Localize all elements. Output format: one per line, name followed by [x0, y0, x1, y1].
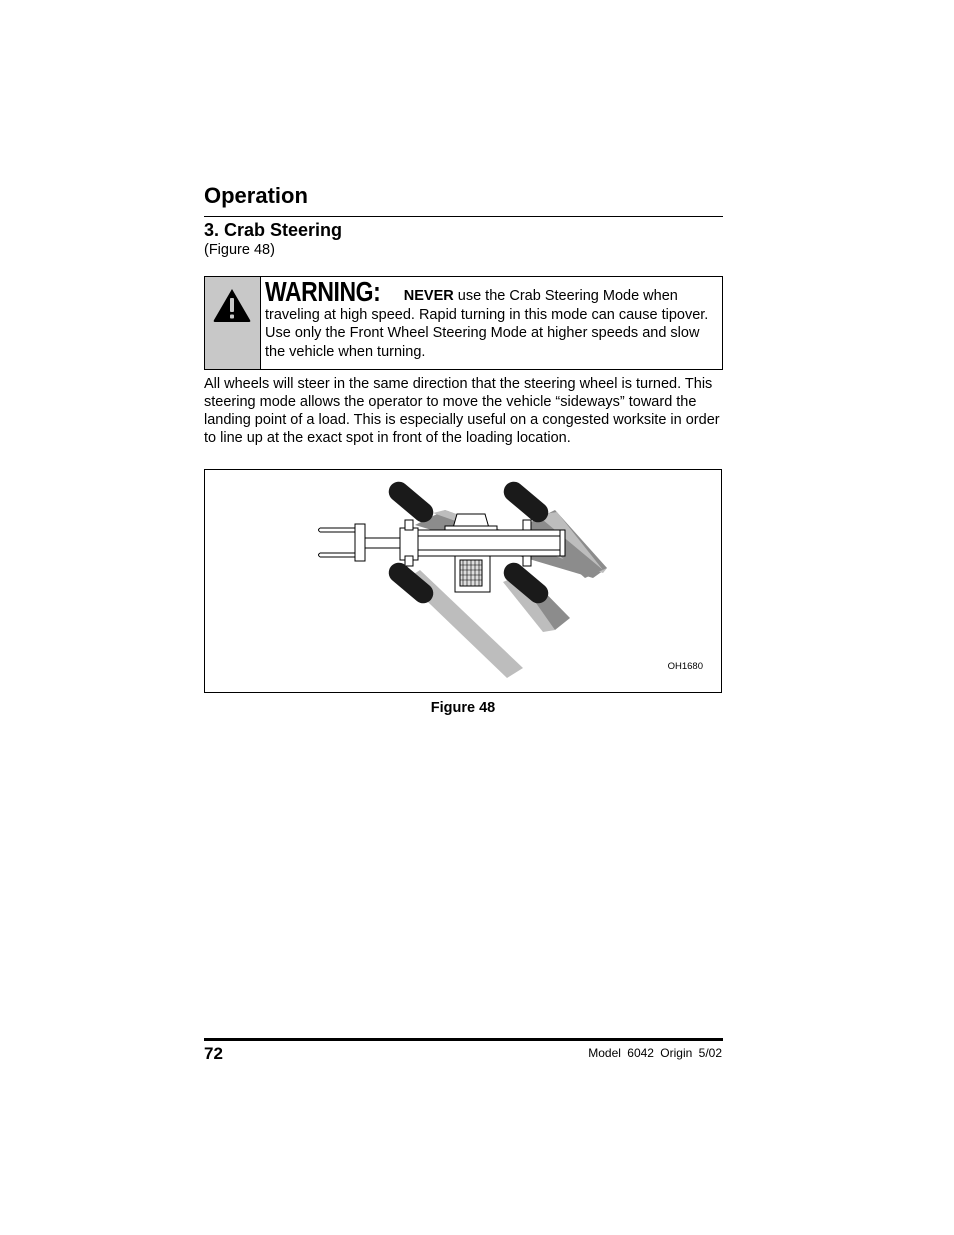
warning-text — [261, 277, 722, 369]
footer-model-info: Model 6042 Origin 5/02 — [588, 1046, 722, 1060]
warning-label: WARNING: — [265, 276, 381, 307]
exclamation-triangle-icon — [212, 287, 252, 323]
warning-box — [204, 276, 723, 370]
body-paragraph: All wheels will steer in the same direction that the steering wheel is turned. This steering mode allows the operator to move the vehicle “sideways” toward the landing point of a load. This is especially useful on a congested worksite in order to line up at the exact spot in front of the loading location. — [204, 376, 720, 446]
forks — [319, 524, 401, 561]
page-number: 72 — [204, 1044, 223, 1063]
crab-steering-illustration — [205, 470, 721, 692]
figure-code: OH1680 — [667, 661, 703, 672]
figure-frame — [204, 469, 722, 693]
warning-body: use the Crab Steering Mode when traveling at high speed. Rapid turning in this mode can cause tipover. Use only the Front Wheel Steering Mode at higher speeds and slow the vehicle when turning. — [265, 288, 709, 360]
figure-reference: (Figure 48) — [204, 242, 275, 258]
footer-divider — [204, 1038, 723, 1041]
warning-sidebar — [205, 277, 261, 369]
section-title: Operation — [204, 183, 308, 208]
figure-caption: Figure 48 — [430, 700, 496, 716]
subsection-title: 3. Crab Steering — [204, 220, 343, 240]
header-divider — [204, 216, 723, 217]
warning-lead: NEVER — [403, 288, 454, 304]
